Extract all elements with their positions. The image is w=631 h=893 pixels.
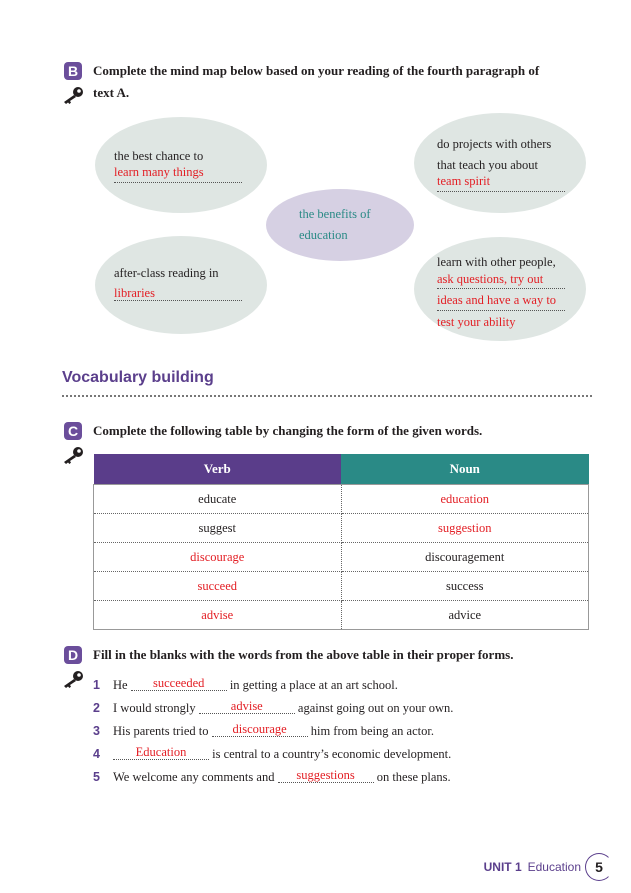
bubble-bottom-left (95, 236, 267, 334)
top-right-line-2: that teach you about (437, 158, 539, 172)
noun-cell: education (341, 485, 589, 514)
top-right-line-1: do projects with others (437, 137, 552, 151)
question-before: We welcome any comments and (113, 770, 275, 784)
bottom-right-answer-3: test your ability (437, 315, 516, 329)
answer-line (437, 191, 565, 192)
answer-line (437, 288, 565, 289)
page-footer (484, 860, 581, 874)
question-after: is central to a country’s economic development. (212, 747, 452, 761)
instruction-line-1: Complete the mind map below based on your reading of the fourth paragraph of (93, 63, 540, 78)
question-after: against going out on your own. (297, 701, 454, 715)
section-c-instruction: Complete the following table by changing the form of the given words. (93, 423, 483, 438)
verb-cell: suggest (94, 514, 342, 543)
table-row (94, 601, 589, 630)
verb-cell: educate (94, 485, 342, 514)
question-1 (93, 675, 398, 695)
bottom-right-answer-1: ask questions, try out (437, 272, 544, 286)
noun-cell: discouragement (341, 543, 589, 572)
question-5 (93, 767, 451, 787)
noun-cell: advice (341, 601, 589, 630)
question-number: 1 (93, 678, 100, 692)
question-before: He (113, 678, 128, 692)
bubble-center (266, 189, 414, 261)
answer-blank: discourage (212, 722, 308, 737)
instruction-line-2: text A. (93, 85, 130, 100)
table-row (94, 485, 589, 514)
key-icon (62, 670, 84, 688)
top-left-answer: learn many things (114, 165, 204, 179)
question-after: on these plans. (376, 770, 451, 784)
question-3 (93, 721, 434, 741)
question-number: 3 (93, 724, 100, 738)
page-number: 5 (585, 853, 613, 881)
vocabulary-title: Vocabulary building (62, 369, 214, 386)
bottom-left-prompt: after-class reading in (114, 266, 219, 280)
question-after: him from being an actor. (310, 724, 434, 738)
section-d-badge: D (64, 646, 82, 664)
answer-blank: suggestions (278, 768, 374, 783)
footer-unit: UNIT 1 (483, 860, 522, 874)
center-line-1: the benefits of (299, 207, 371, 221)
answer-line (114, 182, 242, 183)
table-row (94, 514, 589, 543)
noun-cell: suggestion (341, 514, 589, 543)
question-number: 5 (93, 770, 100, 784)
top-right-answer: team spirit (437, 174, 491, 188)
question-before: His parents tried to (113, 724, 209, 738)
question-after: in getting a place at an art school. (229, 678, 398, 692)
verb-header: Verb (94, 454, 342, 485)
bottom-right-prompt: learn with other people, (437, 255, 556, 269)
section-b-instruction (93, 60, 593, 104)
noun-header: Noun (341, 454, 589, 485)
question-2 (93, 698, 453, 718)
center-line-2: education (299, 228, 348, 242)
answer-blank: advise (199, 699, 295, 714)
noun-cell: success (341, 572, 589, 601)
answer-line (437, 310, 565, 311)
answer-line (114, 300, 242, 301)
table-row (94, 572, 589, 601)
bottom-right-answer-2: ideas and have a way to (437, 293, 557, 307)
bottom-left-answer: libraries (114, 286, 155, 300)
section-b-badge: B (64, 62, 82, 80)
table-row (94, 543, 589, 572)
top-left-prompt: the best chance to (114, 149, 204, 163)
key-icon (62, 446, 84, 464)
question-4 (93, 744, 451, 764)
question-before: I would strongly (113, 701, 196, 715)
verb-cell: advise (94, 601, 342, 630)
verb-cell: discourage (94, 543, 342, 572)
footer-topic: Education (527, 860, 581, 874)
section-d-instruction: Fill in the blanks with the words from the above table in their proper forms. (93, 647, 514, 662)
answer-blank: succeeded (131, 676, 227, 691)
section-c-badge: C (64, 422, 82, 440)
key-icon (62, 86, 84, 104)
section-divider (62, 395, 592, 397)
question-number: 2 (93, 701, 100, 715)
question-number: 4 (93, 747, 100, 761)
verb-cell: succeed (94, 572, 342, 601)
word-form-table (93, 454, 589, 630)
answer-blank: Education (113, 745, 209, 760)
